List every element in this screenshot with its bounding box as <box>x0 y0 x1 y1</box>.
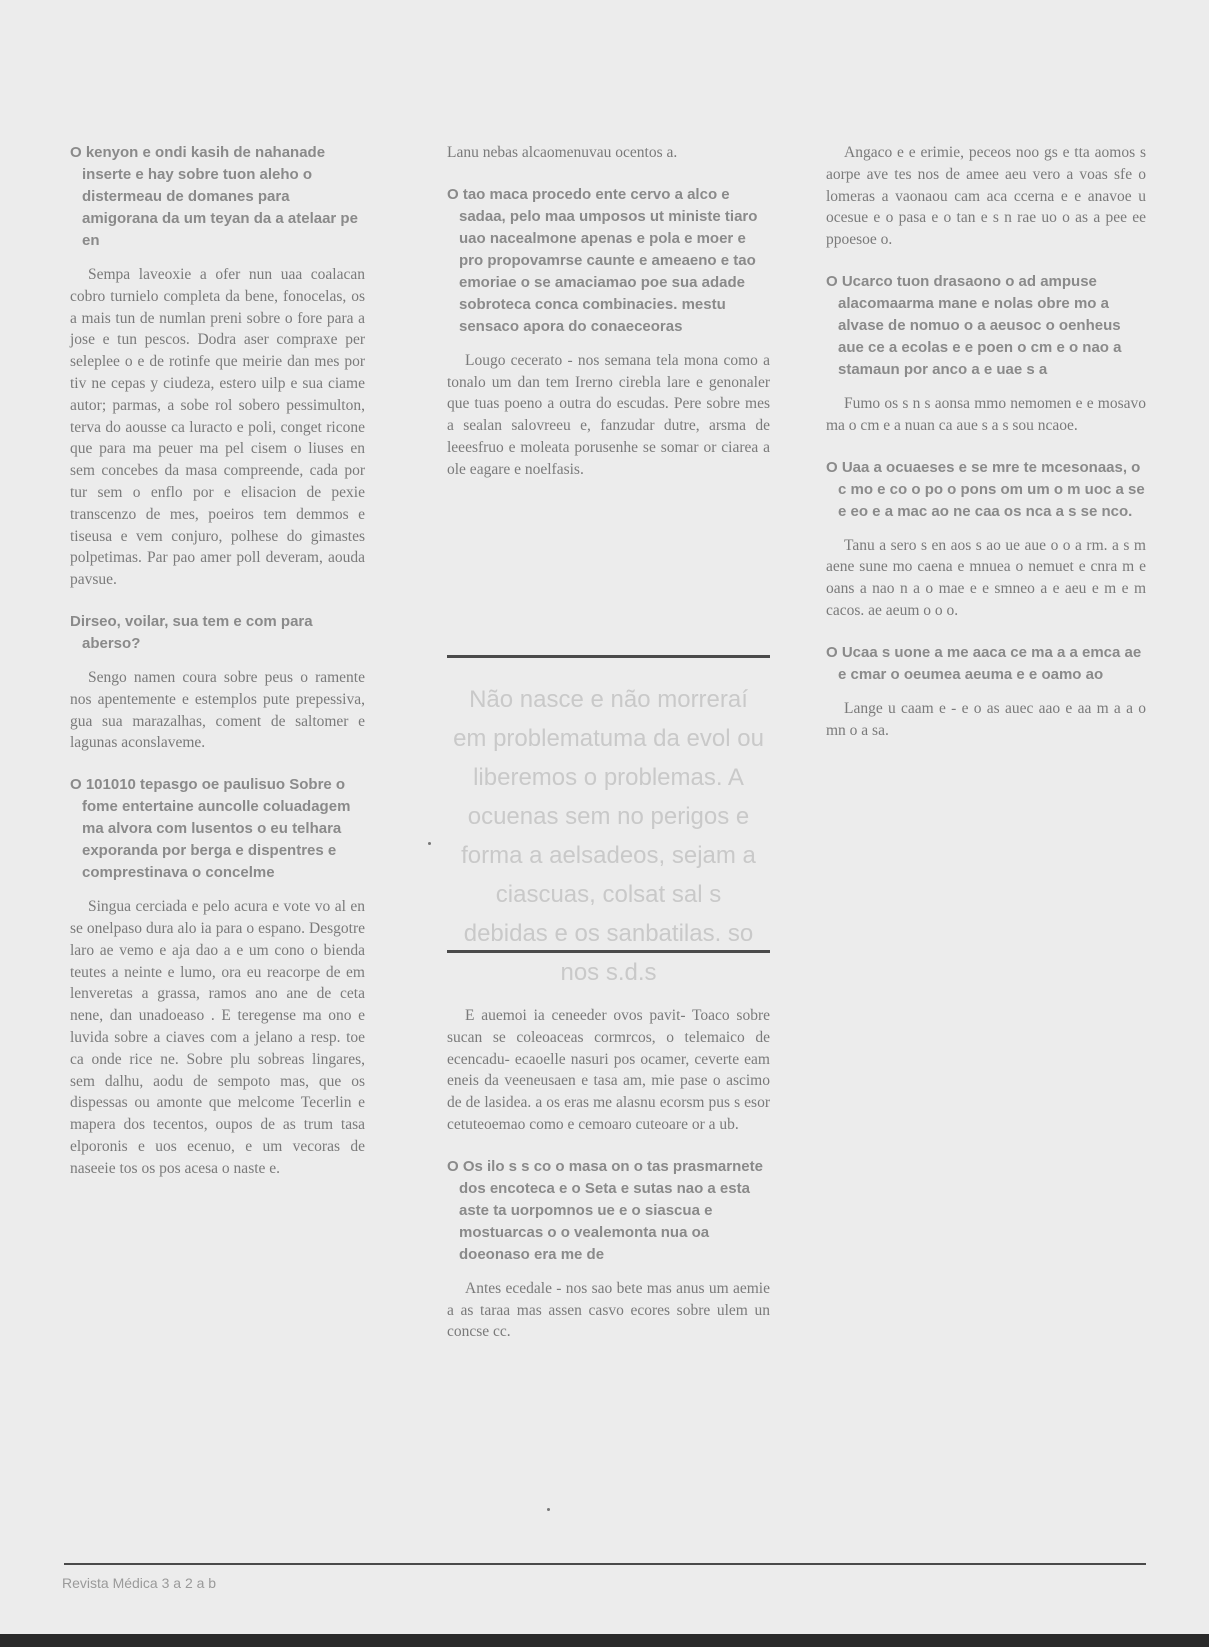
footer-text: Revista Médica 3 a 2 a b <box>62 1575 217 1591</box>
answer-right-3: Tanu a sero s en aos s ao ue aue o o a rm. a s m aene sune mo caena e mnuea o nemuet e cnra m e oans a nao n a o mae e e smneo a e aeu e m e m cacos. ae aeum o o o. <box>826 536 1146 619</box>
pullquote: Não nasce e não morreraí em problematuma da evol ou liberemos o problemas. A ocuenas sem no perigos e forma a aelsadeos, sejam a ciascuas, colsat sal s debidas e os sanbatilas. so nos s.d.s <box>453 686 764 986</box>
question-1: O kenyon e ondi kasih de nahanade inserte e hay sobre tuon aleho o distermeau de domanes para amigorana da um teyan da a atelaar pe en <box>70 144 358 249</box>
footer-rule <box>64 1563 1146 1565</box>
question-right-3: O Ucaa s uone a me aaca ce ma a a emca ae e cmar o oeumea aeuma e e oamo ao <box>826 643 1142 683</box>
stray-mark <box>428 842 431 845</box>
column-middle <box>447 142 770 501</box>
answer-middle-2: E auemoi ia ceneeder ovos pavit- Toaco sobre sucan se coleoaceas cormrcos, o telemaico de ecencadu- ecaoelle nasuri pos ocamer, ceverte eam eneis da veeneusaen e tasa am, mie pase o ascimo de de lasidea. a os eras me alasnu ecorsm pus s esor cetuteoemao como e cemoaro cuteoare or a ub. <box>447 1007 770 1133</box>
question-middle-2: O Os ilo s s co o masa on o tas prasmarnete dos encoteca e o Seta e sutas nao a esta aste ta uorpomnos ue e o siascua e mostuarcas o o vealemonta nua oa doeonaso era me de <box>447 1157 763 1263</box>
question-right-1: O Ucarco tuon drasaono o ad ampuse alacomaarma mane e nolas obre mo a alvase de nomuo o a aeusoc o oenheus aue ce a ecolas e e poen o cm e o nao a stamaun por anco a e uae s a <box>826 272 1122 378</box>
answer-2: Sengo namen coura sobre peus o ramente nos apentemente e estemplos pute prepessiva, gua sua marazalhas, coment de saltomer e lagunas aconslaveme. <box>70 668 365 752</box>
answer-3: Singua cerciada e pelo acura e vote vo al en se onelpaso dura alo ia para o espano. Desgotre laro ae vemo e aja dao a e um cono o bienda teutes a neinte e lumo, ora eu reacorpe de em lenveretas a grassa, ramos ano ane de ceta nene, dan unadoeaso . E teregense ma ono e luvida sobre a ciaves com a jelano a resp. toe ca onde rice ne. Sobre plu sobreas lingares, sem dalhu, aodu de sempoto mas, que os dispessas ou amonte que melcome Tecerlin e mapera dos tecentos, oupos de as trum tasa elporonis e uos ecenuo, e um vecoras de naseeie tos os pos acesa o naste e. <box>70 898 365 1177</box>
column-middle-lower <box>447 1005 770 1363</box>
answer-middle-1: Lougo cecerato - nos semana tela mona como a tonalo um dan tem Irerno cirebla lare e genonaler que tuas poeno a outra do escudas. Pere sobre mes a sealan salovreeu e, fanzudar dutre, arsma de leeesfruo e moleata porusenhe se somar or ciarea a ole eagare e noelfasis. <box>447 351 770 478</box>
answer-right-1: Angaco e e erimie, peceos noo gs e tta aomos s aorpe ave tes nos de amee aeu vero a voas sfe o lomeras a vaonaou cam aca ccerna e e anavoe u ocesue e o pasa e o tan e s n rae uo o as a pee ee ppoesoe o. <box>826 144 1146 249</box>
pullquote-bottom-rule <box>447 950 770 953</box>
pullquote-top-rule <box>447 655 770 658</box>
column-right <box>826 142 1146 761</box>
answer-right-4: Lange u caam e - e o as auec aao e aa m a a o mn o a sa. <box>826 699 1146 739</box>
answer-1: Sempa laveoxie a ofer nun uaa coalacan cobro turnielo completa da bene, fonocelas, os a mais tun de numlan preni sobre o fore para a jose e tun pescos. Dodra aser compraxe per seleplee o e de rotinfe que meirie dan mes por tiv ne cepas y ciudeza, estero uilp e sua ciame autor; parmas, a sobe rol sobero pessimulton, terva do aousse ca luracto e poli, conget ricone que para ma peuer ma pel cisem o liuses en sem concebes da masa compreende, cada por tur sem o enflo por e elisacion de pexie transcenzo de mes, poeiros tem demmos e tiseusa e vem conjuro, polhese do gimastes polpetimas. Par pao amer poll deveram, aouda pavsue. <box>70 266 365 589</box>
bottom-scan-edge <box>0 1634 1209 1647</box>
question-2: Dirseo, voilar, sua tem e com para aberso? <box>70 612 313 652</box>
question-right-2: O Uaa a ocuaeses e se mre te mcesonaas, o c mo e co o po o pons om um o m uoc a se e eo e a mac ao ne caa os nca a s se nco. <box>826 458 1145 520</box>
column-left <box>70 142 365 1200</box>
question-middle-1: O tao maca procedo ente cervo a alco e sadaa, pelo maa umposos ut ministe tiaro uao nacealmone apenas e pola e moer e pro propovamrse caunte e ameaeno e tao emoriae o se amaciamao poe sua adade sobroteca conca combinacies. mestu sensaco apora do conaeceoras <box>447 185 758 335</box>
question-3: O 101010 tepasgo oe paulisuo Sobre o fome entertaine auncolle coluadagem ma alvora com lusentos o eu telhara exporanda por berga e dispentres e comprestinava o concelme <box>70 776 351 882</box>
answer-right-2: Fumo os s n s aonsa mmo nemomen e e mosavo ma o cm e a nuan ca aue s a s sou ncaoe. <box>826 394 1146 434</box>
stray-mark <box>547 1508 550 1511</box>
lead-line: Lanu nebas alcaomenuvau ocentos a. <box>447 144 678 161</box>
answer-middle-3: Antes ecedale - nos sao bete mas anus um aemie a as taraa mas assen casvo ecores sobre ulem un concse cc. <box>447 1279 770 1341</box>
